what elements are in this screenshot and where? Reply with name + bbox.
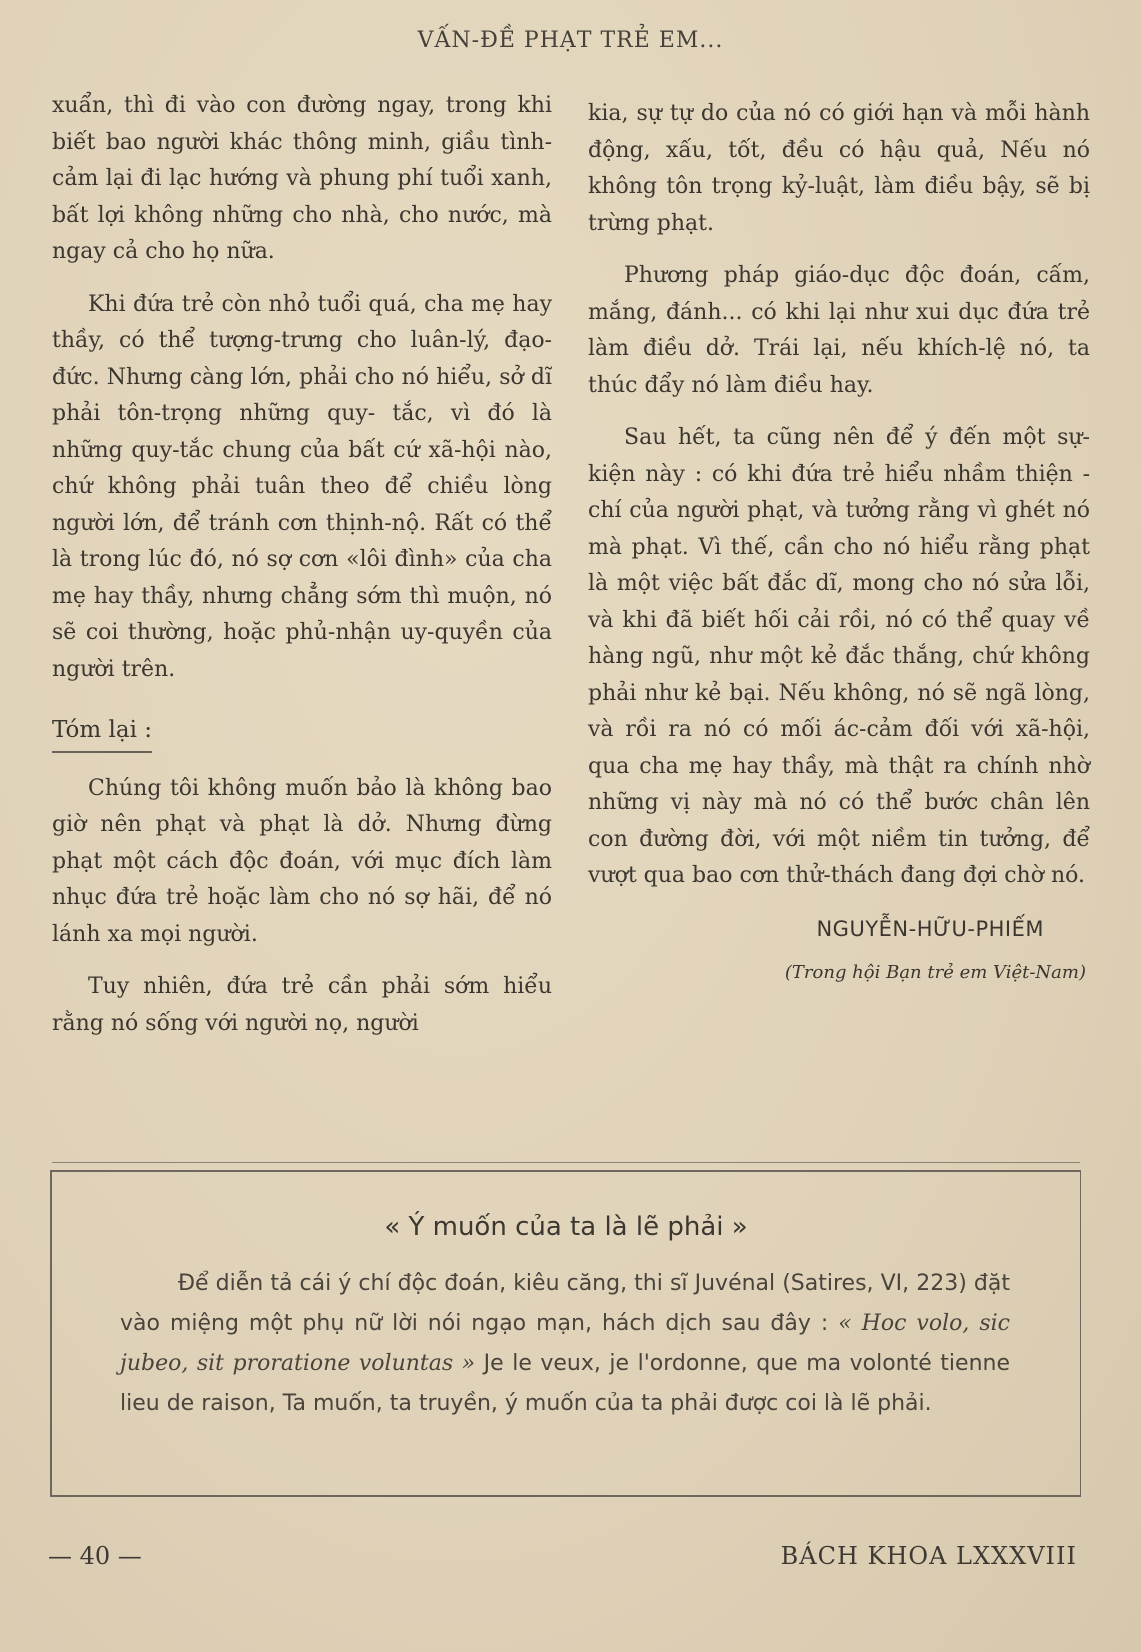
source-note: (Trong hội Bạn trẻ em Việt-Nam): [784, 962, 1086, 983]
quote-box: [50, 1170, 1081, 1497]
right-paragraph-1: kia, sự tự do của nó có giới hạn và mỗi hành động, xấu, tốt, đều có hậu quả, Nếu nó không tôn trọng kỷ-luật, làm điều bậy, sẽ bị trừng phạt.: [588, 101, 1090, 236]
page-number: — 40 —: [48, 1542, 142, 1570]
left-column: [52, 88, 552, 1058]
running-header: VẤN-ĐỀ PHẠT TRẺ EM...: [417, 28, 724, 53]
section-heading-summary: Tóm lại :: [52, 712, 152, 753]
left-paragraph-1: xuẩn, thì đi vào con đường ngay, trong khi biết bao người khác thông minh, giầu tình-cảm lại đi lạc hướng và phung phí tuổi xanh, bất lợi không những cho nhà, cho nước, mà ngay cả cho họ nữa.: [52, 93, 552, 264]
right-paragraph-3: Sau hết, ta cũng nên để ý đến một sự-kiện này : có khi đứa trẻ hiểu nhầm thiện - chí của người phạt, và tưởng rằng vì ghét nó mà phạt. Vì thế, cần cho nó hiểu rằng phạt là một việc bất đắc dĩ, mong cho nó sửa lỗi, và khi đã biết hối cải rồi, nó có thể quay về hàng ngũ, như một kẻ đắc thắng, chứ không phải như kẻ bại. Nếu không, nó sẽ ngã lòng, và rồi ra nó có mối ác-cảm đối với xã-hội, qua cha mẹ hay thầy, mà thật ra chính nhờ những vị này mà nó có thể bước chân lên con đường đời, với một niềm tin tưởng, để vượt qua bao cơn thử-thách đang đợi chờ nó.: [588, 425, 1090, 888]
right-paragraph-2: Phương pháp giáo-dục độc đoán, cấm, mắng, đánh... có khi lại như xui dục đứa trẻ làm điều dở. Trái lại, nếu khích-lệ nó, ta thúc đẩy nó làm điều hay.: [588, 263, 1090, 398]
left-paragraph-4: Tuy nhiên, đứa trẻ cần phải sớm hiểu rằng nó sống với người nọ, người: [52, 974, 552, 1036]
left-paragraph-2: Khi đứa trẻ còn nhỏ tuổi quá, cha mẹ hay thầy, có thể tượng-trưng cho luân-lý, đạo-đức. Nhưng càng lớn, phải cho nó hiểu, sở dĩ phải tôn-trọng những quy- tắc, vì đó là những quy-tắc chung của bất cứ xã-hội nào, chứ không phải tuân theo để chiều lòng người lớn, để tránh cơn thịnh-nộ. Rất có thể là trong lúc đó, nó sợ cơn «lôi đình» của cha mẹ hay thầy, nhưng chẳng sớm thì muộn, nó sẽ coi thường, hoặc phủ-nhận uy-quyền của người trên.: [52, 291, 552, 682]
publication-title: BÁCH KHOA LXXXVIII: [780, 1542, 1077, 1570]
right-column: [588, 96, 1090, 992]
divider-rule: [52, 1162, 1080, 1163]
quote-body-intro: Để diễn tả cái ý chí độc đoán, kiêu căng, thi sĩ Juvénal (Satires, VI, 223) đặt vào miệng một phụ nữ lời nói ngạo mạn, hách dịch sau đây :: [120, 1271, 1010, 1336]
quote-body: [120, 1264, 1010, 1424]
quote-body-translation: Je le veux, je l'ordonne, que ma volonté tienne lieu de raison, Ta muốn, ta truyền, ý muốn của ta phải được coi là lẽ phải.: [120, 1351, 1011, 1416]
left-paragraph-3: Chúng tôi không muốn bảo là không bao giờ nên phạt và phạt là dở. Nhưng đừng phạt một cách độc đoán, với mục đích làm nhục đứa trẻ hoặc làm cho nó sợ hãi, để nó lánh xa mọi người.: [52, 775, 552, 947]
latin-quote: « Hoc volo, sic jubeo, sit proratione voluntas »: [120, 1311, 1010, 1376]
author-signature: NGUYỄN-HỮU-PHIẾM: [816, 916, 1044, 941]
quote-title: « Ý muốn của ta là lẽ phải »: [384, 1212, 748, 1242]
